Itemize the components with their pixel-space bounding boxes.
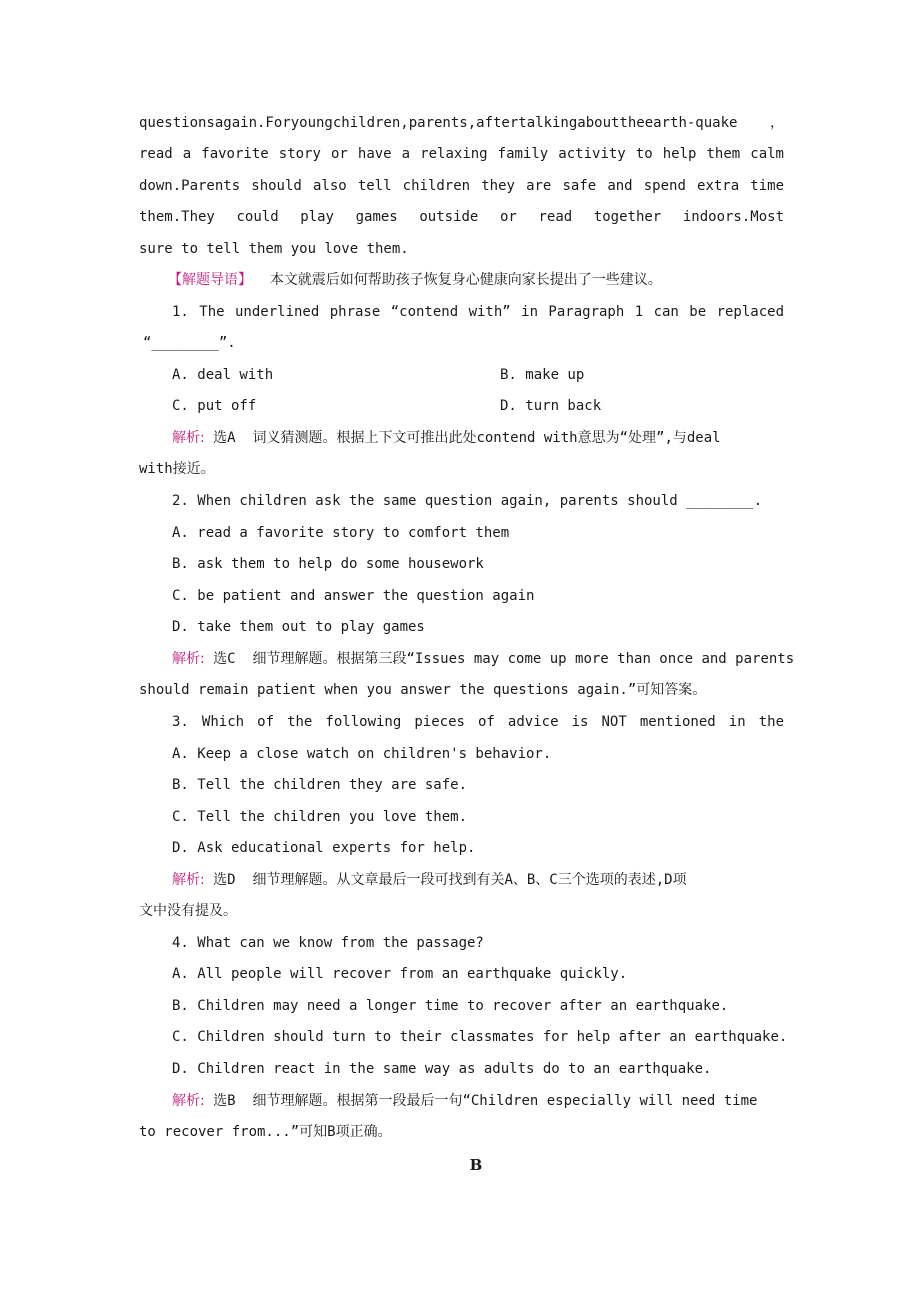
q4-analysis-line1: [172, 1089, 784, 1113]
q2-option-a: A. read a favorite story to comfort them: [172, 525, 510, 541]
analysis-label: 解析:: [172, 872, 205, 888]
q4-stem: 4. What can we know from the passage?: [172, 935, 484, 951]
q2-analysis-line1: [172, 647, 795, 671]
q3-option-d: D. Ask educational experts for help.: [172, 840, 476, 856]
passage-line: them.They could play games outside or read together indoors.Most: [139, 209, 784, 225]
q2-option-b: B. ask them to help do some housework: [172, 556, 484, 572]
guide-line: [168, 268, 780, 292]
q1-stem-line2: “________”.: [143, 335, 236, 351]
q4-option-c: C. Children should turn to their classmates for help after an earthquake.: [172, 1029, 788, 1045]
q3-analysis-line2: 文中没有提及。: [139, 903, 237, 919]
analysis-label: 解析:: [172, 651, 205, 667]
passage-line: read a favorite story or have a relaxing family activity to help them calm: [139, 146, 784, 162]
passage-line: down.Parents should also tell children they are safe and spend extra time: [139, 178, 784, 194]
q1-analysis-line2: with接近。: [139, 461, 215, 477]
q1-option-a: A. deal with: [172, 367, 274, 383]
q3-option-b: B. Tell the children they are safe.: [172, 777, 468, 793]
passage-line: sure to tell them you love them.: [139, 241, 409, 257]
q1-analysis-line1: [172, 426, 784, 450]
q4-option-a: A. All people will recover from an earthquake quickly.: [172, 966, 628, 982]
q1-option-c: C. put off: [172, 398, 257, 414]
q3-option-c: C. Tell the children you love them.: [172, 809, 468, 825]
q1-stem-line1: 1. The underlined phrase “contend with” in Paragraph 1 can be replaced: [172, 304, 784, 320]
q3-analysis-text: 选D 细节理解题。从文章最后一段可找到有关A、B、C三个选项的表述,D项: [213, 872, 687, 888]
q2-analysis-line2: should remain patient when you answer the questions again.”可知答案。: [139, 682, 707, 698]
q3-stem: 3. Which of the following pieces of advice is NOT mentioned in the: [172, 714, 784, 730]
q4-analysis-line2: to recover from...”可知B项正确。: [139, 1124, 392, 1140]
q3-analysis-line1: [172, 868, 784, 892]
q4-option-b: B. Children may need a longer time to recover after an earthquake.: [172, 998, 729, 1014]
q4-option-d: D. Children react in the same way as adults do to an earthquake.: [172, 1061, 712, 1077]
q2-option-c: C. be patient and answer the question again: [172, 588, 535, 604]
guide-label: 【解题导语】: [168, 272, 252, 288]
q2-stem: 2. When children ask the same question again, parents should ________.: [172, 493, 763, 509]
q3-option-a: A. Keep a close watch on children's behavior.: [172, 746, 552, 762]
section-heading: B: [469, 1156, 483, 1174]
q4-analysis-text: 选B 细节理解题。根据第一段最后一句“Children especially will need time: [213, 1093, 758, 1109]
q1-option-b: B. make up: [500, 367, 585, 383]
passage-line: questionsagain.Foryoungchildren,parents,aftertalkingabouttheearth-quake，: [139, 115, 784, 131]
q2-analysis-text: 选C 细节理解题。根据第三段“Issues may come up more than once and parents: [213, 651, 795, 667]
q2-option-d: D. take them out to play games: [172, 619, 425, 635]
analysis-label: 解析:: [172, 430, 205, 446]
q1-analysis-text: 选A 词义猜测题。根据上下文可推出此处contend with意思为“处理”,与deal: [213, 430, 721, 446]
guide-text: 本文就震后如何帮助孩子恢复身心健康向家长提出了一些建议。: [269, 272, 662, 288]
analysis-label: 解析:: [172, 1093, 205, 1109]
q1-option-d: D. turn back: [500, 398, 602, 414]
